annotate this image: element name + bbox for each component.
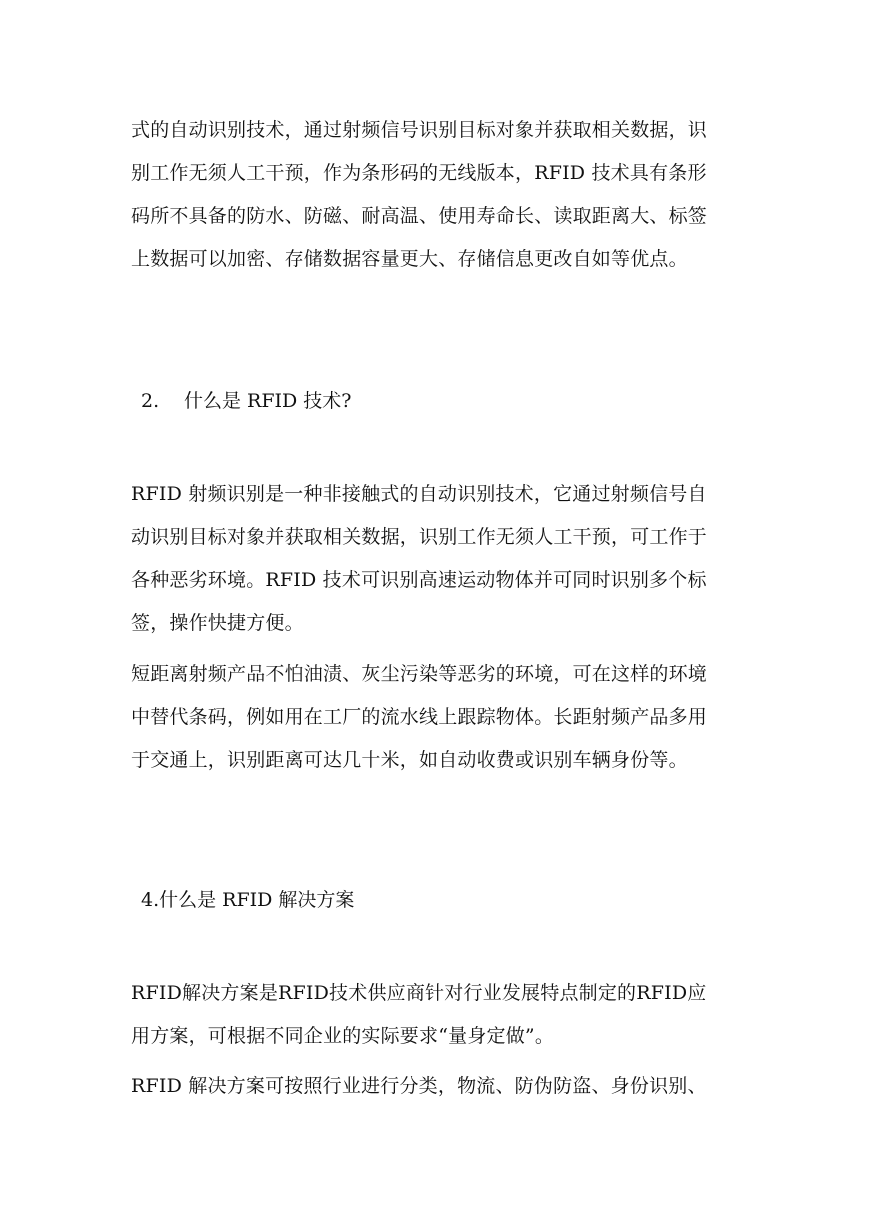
paragraph-line: 动识别目标对象并获取相关数据，识别工作无须人工干预，可工作于 (131, 526, 708, 548)
paragraph-line: 式的自动识别技术，通过射频信号识别目标对象并获取相关数据，识 (131, 119, 708, 141)
paragraph-line: RFID 射频识别是一种非接触式的自动识别技术，它通过射频信号自 (131, 483, 707, 505)
paragraph-line: 别工作无须人工干预，作为条形码的无线版本，RFID 技术具有条形 (131, 162, 707, 184)
paragraph-line: 上数据可以加密、存储数据容量更大、存储信息更改自如等优点。 (131, 248, 688, 270)
paragraph-line: 码所不具备的防水、防磁、耐高温、使用寿命长、读取距离大、标签 (131, 205, 708, 227)
paragraph-line: RFID 解决方案可按照行业进行分类，物流、防伪防盗、身份识别、 (131, 1075, 707, 1097)
paragraph-line: RFID解决方案是RFID技术供应商针对行业发展特点制定的RFID应 (131, 982, 707, 1004)
paragraph-line: 用方案，可根据不同企业的实际要求“量身定做”。 (131, 1025, 555, 1047)
paragraph-line: 中替代条码，例如用在工厂的流水线上跟踪物体。长距射频产品多用 (131, 706, 708, 728)
section-heading-number: 2. (141, 390, 160, 412)
paragraph-line: 短距离射频产品不怕油渍、灰尘污染等恶劣的环境，可在这样的环境 (131, 663, 708, 685)
section-heading: 4.什么是 RFID 解决方案 (141, 889, 355, 911)
paragraph-line: 于交通上，识别距离可达几十米，如自动收费或识别车辆身份等。 (131, 749, 688, 771)
section-heading: 什么是 RFID 技术? (184, 390, 352, 412)
paragraph-line: 签，操作快捷方便。 (131, 612, 304, 634)
paragraph-line: 各种恶劣环境。RFID 技术可识别高速运动物体并可同时识别多个标 (131, 569, 707, 591)
